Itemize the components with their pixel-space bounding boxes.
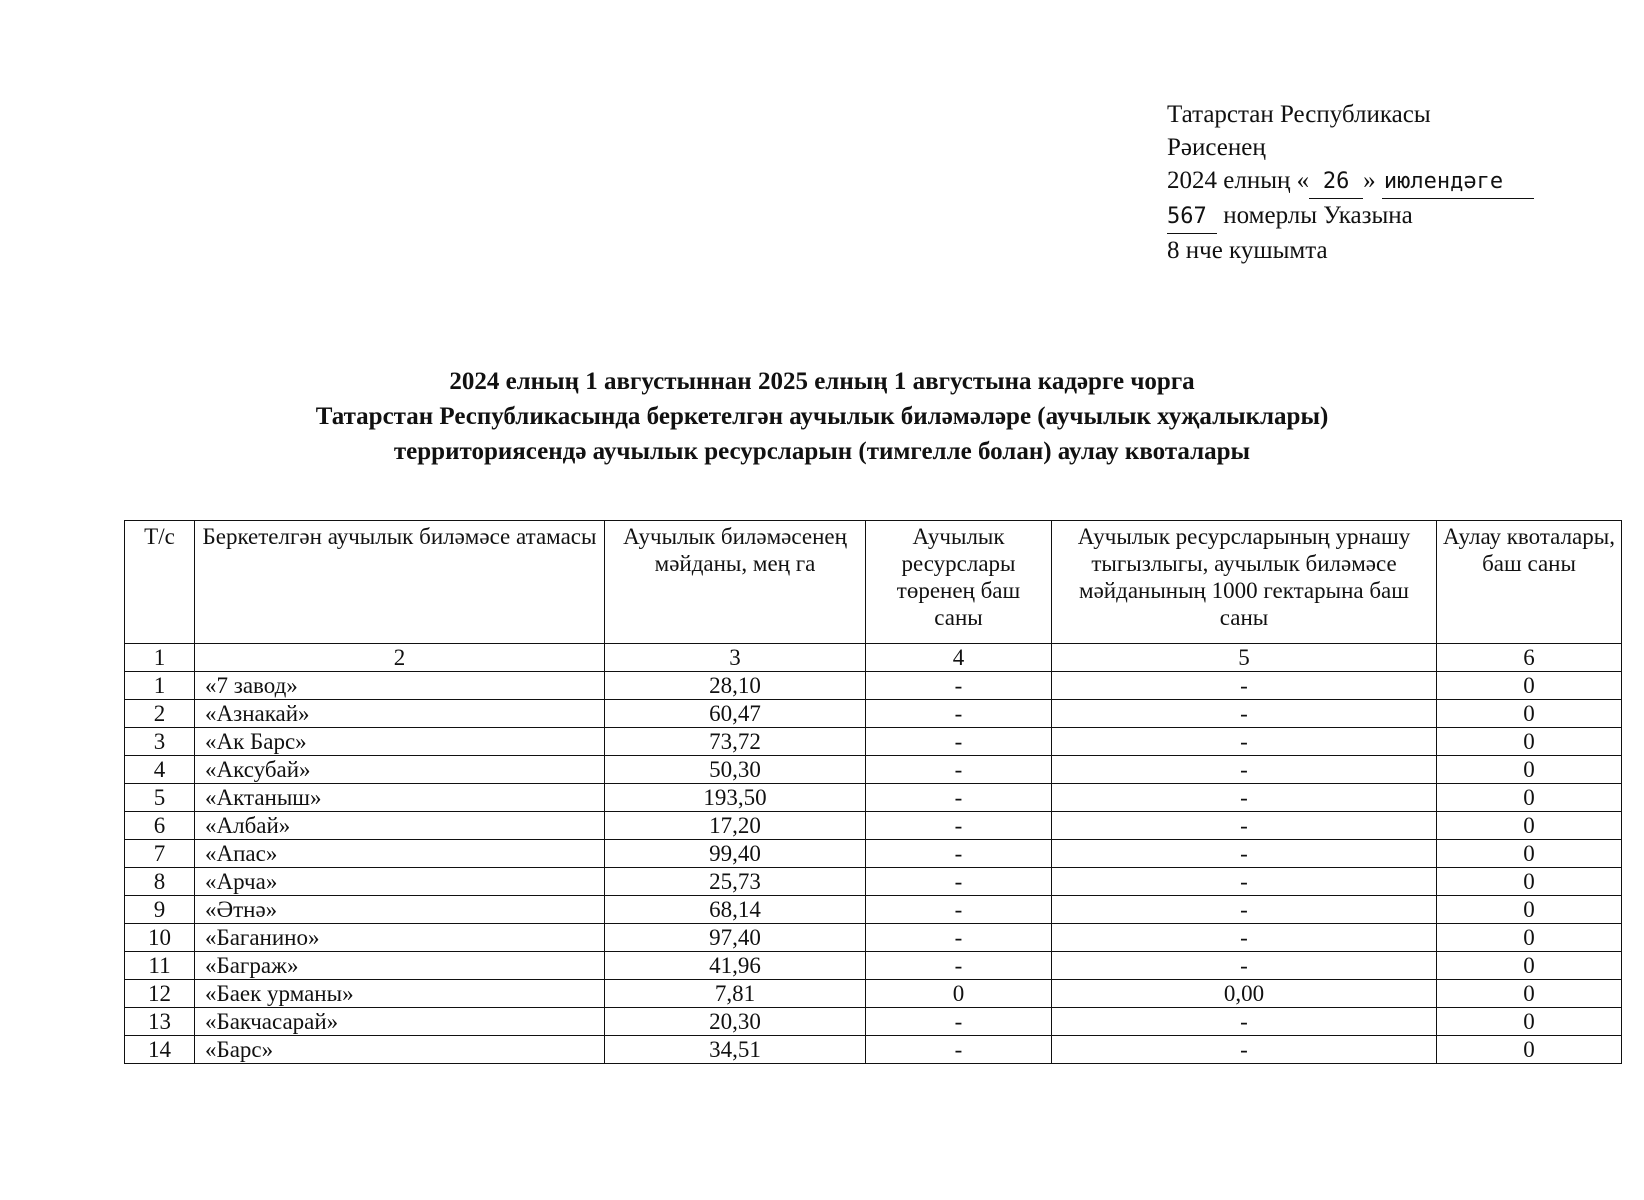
resource-density-cell: -	[1052, 728, 1437, 756]
appendix-month-field: июлендәге	[1382, 165, 1534, 199]
title-line-1: 2024 елның 1 августыннан 2025 елның 1 августына кадәрге чорга	[449, 368, 1195, 395]
column-number: 6	[1437, 644, 1622, 672]
territory-area-cell: 20,30	[605, 1008, 866, 1036]
title-line-2: Татарстан Республикасында беркетелгән аучылык биләмәләре (аучылык хуҗалыклары)	[315, 403, 1329, 430]
column-number: 4	[866, 644, 1052, 672]
table-row	[125, 728, 1622, 756]
territory-area-cell: 50,30	[605, 756, 866, 784]
column-number-row	[125, 644, 1622, 672]
appendix-line-number	[1167, 199, 1534, 234]
row-index-cell: 6	[125, 812, 195, 840]
resource-head-count-cell: -	[866, 672, 1052, 700]
territory-name-cell: «Арча»	[195, 868, 605, 896]
resource-density-cell: -	[1052, 812, 1437, 840]
title-line-3: территориясендә аучылык ресурсларын (тимгелле болан) аулау квоталары	[393, 438, 1251, 465]
appendix-line-date	[1167, 164, 1534, 199]
territory-area-cell: 68,14	[605, 896, 866, 924]
row-index-cell: 1	[125, 672, 195, 700]
header-area: Аучылык биләмәсенең мәйданы, мең га	[605, 521, 866, 644]
territory-name-cell: «Азнакай»	[195, 700, 605, 728]
hunting-quota-cell: 0	[1437, 952, 1622, 980]
territory-area-cell: 28,10	[605, 672, 866, 700]
resource-head-count-cell: -	[866, 896, 1052, 924]
resource-head-count-cell: -	[866, 952, 1052, 980]
table-row	[125, 672, 1622, 700]
table-row	[125, 1008, 1622, 1036]
header-quota: Аулау квоталары, баш саны	[1437, 521, 1622, 644]
resource-density-cell: -	[1052, 672, 1437, 700]
document-title	[0, 364, 1644, 469]
resource-head-count-cell: -	[866, 840, 1052, 868]
resource-head-count-cell: -	[866, 1036, 1052, 1064]
resource-density-cell: -	[1052, 1036, 1437, 1064]
territory-name-cell: «Ак Барс»	[195, 728, 605, 756]
hunting-quota-cell: 0	[1437, 672, 1622, 700]
row-index-cell: 11	[125, 952, 195, 980]
column-number: 2	[195, 644, 605, 672]
table-row	[125, 784, 1622, 812]
resource-density-cell: -	[1052, 840, 1437, 868]
territory-name-cell: «Баганино»	[195, 924, 605, 952]
resource-density-cell: -	[1052, 1008, 1437, 1036]
appendix-number-suffix: номерлы Указына	[1217, 202, 1413, 229]
appendix-quote-close: »	[1363, 167, 1376, 194]
hunting-quota-cell: 0	[1437, 1036, 1622, 1064]
resource-head-count-cell: 0	[866, 980, 1052, 1008]
resource-head-count-cell: -	[866, 924, 1052, 952]
row-index-cell: 5	[125, 784, 195, 812]
table-row	[125, 812, 1622, 840]
resource-density-cell: 0,00	[1052, 980, 1437, 1008]
resource-head-count-cell: -	[866, 756, 1052, 784]
table-row	[125, 700, 1622, 728]
resource-density-cell: -	[1052, 952, 1437, 980]
row-index-cell: 12	[125, 980, 195, 1008]
appendix-number-field: 567	[1167, 200, 1217, 234]
territory-area-cell: 60,47	[605, 700, 866, 728]
territory-area-cell: 41,96	[605, 952, 866, 980]
header-territory-name: Беркетелгән аучылык биләмәсе атамасы	[195, 521, 605, 644]
resource-head-count-cell: -	[866, 1008, 1052, 1036]
resource-head-count-cell: -	[866, 700, 1052, 728]
row-index-cell: 4	[125, 756, 195, 784]
resource-head-count-cell: -	[866, 728, 1052, 756]
resource-density-cell: -	[1052, 700, 1437, 728]
territory-area-cell: 25,73	[605, 868, 866, 896]
row-index-cell: 7	[125, 840, 195, 868]
resource-head-count-cell: -	[866, 812, 1052, 840]
territory-name-cell: «7 завод»	[195, 672, 605, 700]
table-row	[125, 840, 1622, 868]
table-row	[125, 924, 1622, 952]
resource-density-cell: -	[1052, 924, 1437, 952]
row-index-cell: 3	[125, 728, 195, 756]
appendix-line-president: Рәисенең	[1167, 134, 1266, 161]
hunting-quota-cell: 0	[1437, 924, 1622, 952]
row-index-cell: 10	[125, 924, 195, 952]
territory-area-cell: 7,81	[605, 980, 866, 1008]
hunting-quota-cell: 0	[1437, 868, 1622, 896]
territory-name-cell: «Барс»	[195, 1036, 605, 1064]
resource-head-count-cell: -	[866, 868, 1052, 896]
territory-area-cell: 73,72	[605, 728, 866, 756]
table-row	[125, 1036, 1622, 1064]
row-index-cell: 13	[125, 1008, 195, 1036]
column-number: 5	[1052, 644, 1437, 672]
column-number: 3	[605, 644, 866, 672]
row-index-cell: 2	[125, 700, 195, 728]
territory-name-cell: «Албай»	[195, 812, 605, 840]
quota-table	[124, 520, 1622, 1064]
resource-density-cell: -	[1052, 756, 1437, 784]
appendix-reference	[1167, 98, 1534, 267]
header-index: Т/с	[125, 521, 195, 644]
hunting-quota-cell: 0	[1437, 1008, 1622, 1036]
territory-name-cell: «Бакчасарай»	[195, 1008, 605, 1036]
table-row	[125, 952, 1622, 980]
row-index-cell: 8	[125, 868, 195, 896]
row-index-cell: 9	[125, 896, 195, 924]
hunting-quota-cell: 0	[1437, 700, 1622, 728]
table-row	[125, 896, 1622, 924]
territory-name-cell: «Баграж»	[195, 952, 605, 980]
territory-name-cell: «Аксубай»	[195, 756, 605, 784]
resource-density-cell: -	[1052, 896, 1437, 924]
territory-area-cell: 99,40	[605, 840, 866, 868]
header-head-count: Аучылык ресурслары төренең баш саны	[866, 521, 1052, 644]
territory-name-cell: «Әтнә»	[195, 896, 605, 924]
hunting-quota-cell: 0	[1437, 812, 1622, 840]
appendix-day-field: 26	[1309, 165, 1363, 199]
column-number: 1	[125, 644, 195, 672]
territory-area-cell: 97,40	[605, 924, 866, 952]
header-density: Аучылык ресурсларының урнашу тыгызлыгы, аучылык биләмәсе мәйданының 1000 гектарына баш саны	[1052, 521, 1437, 644]
territory-name-cell: «Баек урманы»	[195, 980, 605, 1008]
resource-head-count-cell: -	[866, 784, 1052, 812]
table-header-row	[125, 521, 1622, 644]
hunting-quota-cell: 0	[1437, 728, 1622, 756]
territory-area-cell: 17,20	[605, 812, 866, 840]
table-row	[125, 980, 1622, 1008]
table-row	[125, 868, 1622, 896]
hunting-quota-cell: 0	[1437, 756, 1622, 784]
appendix-year-prefix: 2024 елның «	[1167, 167, 1310, 194]
table-row	[125, 756, 1622, 784]
territory-name-cell: «Актаныш»	[195, 784, 605, 812]
resource-density-cell: -	[1052, 784, 1437, 812]
hunting-quota-cell: 0	[1437, 896, 1622, 924]
territory-name-cell: «Апас»	[195, 840, 605, 868]
resource-density-cell: -	[1052, 868, 1437, 896]
appendix-line-attachment: 8 нче кушымта	[1167, 237, 1328, 264]
territory-area-cell: 193,50	[605, 784, 866, 812]
hunting-quota-cell: 0	[1437, 840, 1622, 868]
hunting-quota-cell: 0	[1437, 980, 1622, 1008]
row-index-cell: 14	[125, 1036, 195, 1064]
appendix-line-republic: Татарстан Республикасы	[1167, 101, 1431, 128]
hunting-quota-cell: 0	[1437, 784, 1622, 812]
territory-area-cell: 34,51	[605, 1036, 866, 1064]
